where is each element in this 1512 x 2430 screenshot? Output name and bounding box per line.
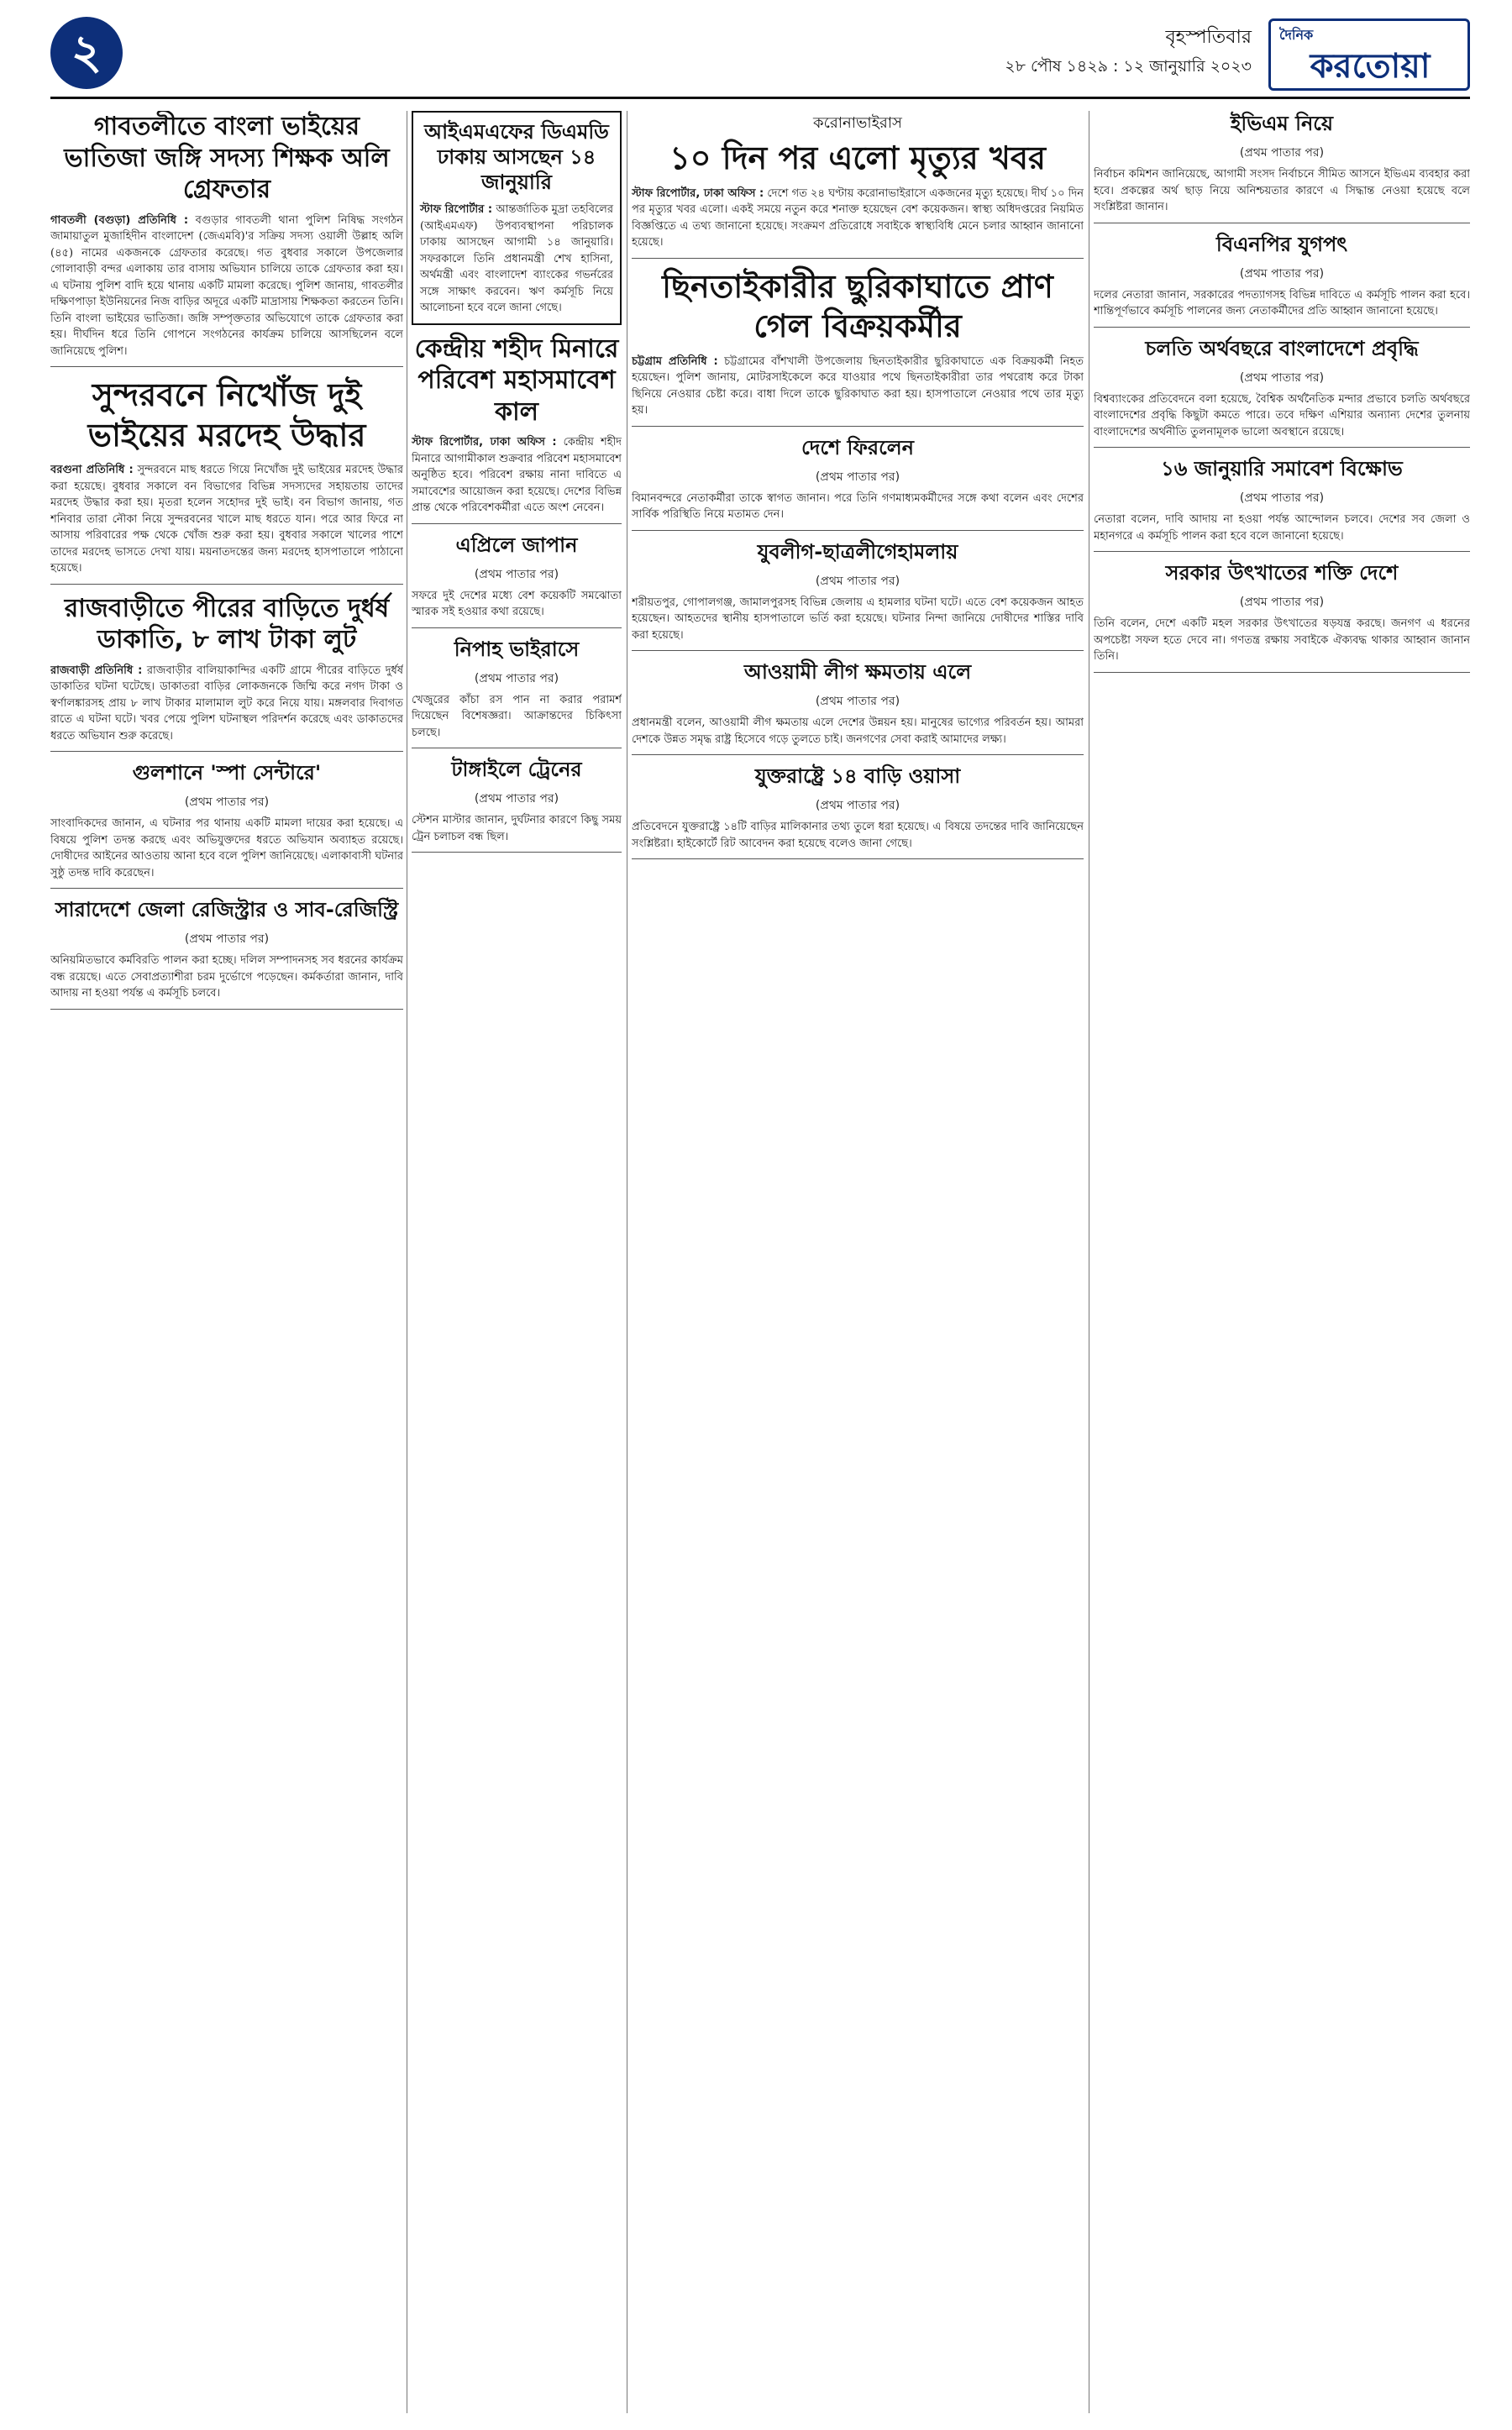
article-headline: এপ্রিলে জাপান [455,533,578,557]
article-headline: গাবতলীতে বাংলা ভাইয়ের ভাতিজা জঙ্গি সদস্য শিক্ষক অলি গ্রেফতার [64,112,390,204]
article-body: দলের নেতারা জানান, সরকারের পদত্যাগসহ বিভিন্ন দাবিতে এ কর্মসূচি পালন করা হবে। শান্তিপূর্ণভাবে কর্মসূচি পালনের জন্য নেতাকর্মীদের প্রতি আহ্বান জানানো হয়েছে। [1094,288,1470,318]
article-headline: চলতি অর্থবছরে বাংলাদেশে প্রবৃদ্ধি [1145,336,1419,360]
article-text: আন্তর্জাতিক মুদ্রা তহবিলের (আইএমএফ) উপব্যবস্থাপনা পরিচালক ঢাকায় আসছেন আগামী ১৪ জানুয়ারি। সফরকালে তিনি প্রধানমন্ত্রী শেখ হাসিনা, অর্থমন্ত্রী এবং বাংলাদেশ ব্যাংকের গভর্নরের সঙ্গে সাক্ষাৎ করবেন। ঋণ কর্মসূচি নিয়ে আলোচনা হবে বলে জানা গেছে। [420,203,613,314]
article-babla-bhai-nephew [50,111,403,367]
article-body: প্রধানমন্ত্রী বলেন, আওয়ামী লীগ ক্ষমতায় এলে দেশের উন্নয়ন হয়। মানুষের ভাগ্যের পরিবর্তন হয়। আমরা দেশকে উন্নত সমৃদ্ধ রাষ্ট্র হিসেবে গড়ে তুলতে চাই। জনগণের সেবা করাই আমাদের লক্ষ্য। [632,716,1084,746]
issue-day: বৃহস্পতিবার [1165,27,1252,48]
article-body: নেতারা বলেন, দাবি আদায় না হওয়া পর্যন্ত আন্দোলন চলবে। দেশের সব জেলা ও মহানগরে এ কর্মসূচি পালন করা হবে বলে জানানো হয়েছে। [1094,513,1470,543]
article-evm [1094,111,1470,223]
article-body: সাংবাদিকদের জানান, এ ঘটনার পর থানায় একটি মামলা দায়ের করা হয়েছে। এ বিষয়ে পুলিশ তদন্ত করছে এবং অভিযুক্তদের ধরতে অভিযান অব্যাহত রয়েছে। দোষীদের আইনের আওতায় আনা হবে বলে পুলিশ জানিয়েছে। এলাকাবাসী ঘটনার সুষ্ঠু তদন্ত দাবি করেছেন। [50,817,403,879]
dateline: গাবতলী (বগুড়া) প্রতিনিধি : [50,213,189,227]
article-body [632,354,1084,419]
article-headline: আইএমএফের ডিএমডি ঢাকায় আসছেন ১৪ জানুয়ারি [424,120,609,194]
page-number: ২ [50,17,123,89]
article-headline: দেশে ফিরলেন [801,435,914,459]
dateline: রাজবাড়ী প্রতিনিধি : [50,664,143,677]
column-2 [412,111,622,2413]
date-line [1005,24,1252,81]
continuation-note: (প্রথম পাতার পর) [184,795,270,809]
continuation-note: (প্রথম পাতার পর) [474,792,559,806]
article-headline: বিএনপির যুগপৎ [1215,232,1348,256]
article-nipah [412,637,622,749]
article-tangail-train [412,757,622,853]
article-headline: টাঙ্গাইলে ট্রেনের [451,758,582,781]
article-overthrow [1094,560,1470,673]
article-headline: যুবলীগ-ছাত্রলীগেহামলায় [757,539,958,564]
article-growth [1094,336,1470,449]
article-text: চট্টগ্রামের বাঁশখালী উপজেলায় ছিনতাইকারীর ছুরিকাঘাতে এক বিক্রয়কর্মী নিহত হয়েছেন। পুলিশ জানায়, মোটরসাইকেলে করে যাওয়ার পথে ছিনতাইকারীরা তার পথরোধ করে টাকা ছিনিয়ে নেওয়ার চেষ্টা করে। বাধা দিলে তাকে ছুরিকাঘাত করা হয়। হাসপাতালে নেওয়ার পথে তার মৃত্যু হয়। [632,354,1084,417]
article-body [50,462,403,577]
article-body [50,213,403,360]
article-april-japan [412,533,622,628]
article-body [420,202,613,317]
article-headline: গুলশানে 'স্পা সেন্টারে' [132,761,322,785]
article-body: প্রতিবেদনে যুক্তরাষ্ট্রে ১৪টি বাড়ির মালিকানার তথ্য তুলে ধরা হয়েছে। এ বিষয়ে তদন্তের দাবি জানিয়েছেন সংশ্লিষ্টরা। হাইকোর্টে রিট আবেদন করা হয়েছে বলেও জানা গেছে। [632,821,1084,850]
article-headline: ১০ দিন পর এলো মৃত্যুর খবর [669,139,1046,176]
article-text: বগুড়ার গাবতলী থানা পুলিশ নিষিদ্ধ সংগঠন জামায়াতুল মুজাহিদীন বাংলাদেশ (জেএমবি)'র সক্রিয় সদস্য ওয়ালী উল্লাহ অলি (৪৫) নামের একজনকে গ্রেফতার করেছে। গত বুধবার সকালে উপজেলার গোলাবাড়ী বন্দর এলাকায় তার বাসায় অভিযান চালিয়ে তাকে গ্রেফতার করা হয়। এ ঘটনায় পুলিশ বাদি হয়ে থানায় একটি মামলা করেছে। পুলিশ জানায়, গাবতলীর দক্ষিণপাড়া ইউনিয়নের নিজ বাড়ির অদূরে একটি মাদ্রাসায় শিক্ষকতা করতেন তিনি। তিনি বাংলা ভাইয়ের ভাতিজা। জঙ্গি সম্পৃক্ততার অভিযোগে তাকে গ্রেফতার করা হয়। দীর্ঘদিন ধরে তিনি গোপনে সংগঠনের কার্যক্রম চালিয়ে আসছিলেন বলে জানিয়েছে পুলিশ। [50,213,403,358]
article-body: স্টেশন মাস্টার জানান, দুর্ঘটনার কারণে কিছু সময় ট্রেন চলাচল বন্ধ ছিল। [412,814,622,843]
article-body: সফরে দুই দেশের মধ্যে বেশ কয়েকটি সমঝোতা স্মারক সই হওয়ার কথা রয়েছে। [412,589,622,618]
article-headline: রাজবাড়ীতে পীরের বাড়িতে দুর্ধর্ষ ডাকাতি, ৮ লাখ টাকা লুট [64,593,390,654]
continuation-note: (প্রথম পাতার পর) [1239,146,1325,160]
masthead [50,15,1470,99]
article-headline: আওয়ামী লীগ ক্ষমতায় এলে [743,660,972,684]
article-body: বিমানবন্দরে নেতাকর্মীরা তাকে স্বাগত জানান। পরে তিনি গণমাধ্যমকর্মীদের সঙ্গে কথা বলেন এবং দেশের সার্বিক পরিস্থিতি নিয়ে মতামত দেন। [632,491,1084,521]
article-registrar [50,897,403,1010]
article-text: সুন্দরবনে মাছ ধরতে গিয়ে নিখোঁজ দুই ভাইয়ের মরদেহ উদ্ধার করা হয়েছে। বুধবার সকালে বন বিভাগের বিভিন্ন সদস্যদের সহায়তায় তাদের মরদেহ উদ্ধার করা হয়। মৃতরা হলেন সহোদর দুই ভাই। বন বিভাগ জানায়, গত শনিবার তারা নৌকা নিয়ে সুন্দরবনের খালে মাছ ধরতে যান। পরে আর ফিরে না আসায় পরিবারের পক্ষ থেকে খোঁজ শুরু করা হয়। বুধবার সকালে খালের পাশে তাদের মরদেহ ভাসতে দেখা যায়। ময়নাতদন্তের জন্য মরদেহ হাসপাতালে পাঠানো হয়েছে। [50,464,403,575]
continuation-note: (প্রথম পাতার পর) [815,695,900,708]
article-headline: সরকার উৎখাতের শক্তি দেশে [1165,561,1399,585]
continuation-note: (প্রথম পাতার পর) [184,932,270,946]
article-body: বিশ্বব্যাংকের প্রতিবেদনে বলা হয়েছে, বৈশ্বিক অর্থনৈতিক মন্দার প্রভাবে চলতি অর্থবছরে বাংলাদেশের প্রবৃদ্ধি কিছুটা কমতে পারে। তবে দক্ষিণ এশিয়ার অন্যান্য দেশের তুলনায় বাংলাদেশের অর্থনীতি তুলনামূলক ভালো অবস্থানে রয়েছে। [1094,392,1470,438]
article-headline: যুক্তরাষ্ট্রে ১৪ বাড়ি ওয়াসা [754,764,961,788]
article-body: খেজুরের কাঁচা রস পান না করার পরামর্শ দিয়েছেন বিশেষজ্ঞরা। আক্রান্তদের চিকিৎসা চলছে। [412,693,622,739]
article-body: শরীয়তপুর, গোপালগঞ্জ, জামালপুরসহ বিভিন্ন জেলায় এ হামলার ঘটনা ঘটে। এতে বেশ কয়েকজন আহত হয়েছেন। আহতদের স্থানীয় হাসপাতালে ভর্তি করা হয়েছে। ঘটনার নিন্দা জানিয়ে দোষীদের শাস্তির দাবি করা হয়েছে। [632,596,1084,642]
article-body [50,663,403,745]
dateline: চট্টগ্রাম প্রতিনিধি : [632,354,718,368]
article-corona [632,111,1084,259]
article-headline: কেন্দ্রীয় শহীদ মিনারে পরিবেশ মহাসমাবেশ কাল [414,333,619,427]
article-shaheed-minar [412,333,622,524]
article-body [632,186,1084,251]
article-rajbari-robbery [50,593,403,753]
continuation-note: (প্রথম পাতার পর) [1239,596,1325,609]
article-body: নির্বাচন কমিশন জানিয়েছে, আগামী সংসদ নির্বাচনে সীমিত আসনে ইভিএম ব্যবহার করা হবে। প্রকল্পের অর্থ ছাড় নিয়ে অনিশ্চয়তার কারণে এ সিদ্ধান্ত নেওয়া হয়েছে বলে সংশ্লিষ্টরা জানান। [1094,168,1470,213]
article-headline: নিপাহ ভাইরাসে [454,637,580,661]
article-imf [412,111,622,325]
continuation-note: (প্রথম পাতার পর) [474,567,559,581]
article-headline: ইভিএম নিয়ে [1230,112,1334,135]
continuation-note: (প্রথম পাতার পর) [474,671,559,685]
continuation-note: (প্রথম পাতার পর) [1239,370,1325,385]
column-3 [632,111,1084,2413]
column-1 [50,111,403,2413]
article-awami-league [632,659,1084,755]
article-returned [632,435,1084,531]
continuation-note: (প্রথম পাতার পর) [815,799,900,812]
article-kicker: করোনাভাইরাস [813,114,902,132]
article-body: অনিয়মিতভাবে কর্মবিরতি পালন করা হচ্ছে। দলিল সম্পাদনসহ সব ধরনের কার্যক্রম বন্ধ রয়েছে। এতে সেবাপ্রত্যাশীরা চরম দুর্ভোগে পড়েছেন। কর্মকর্তারা জানান, দাবি আদায় না হওয়া পর্যন্ত এ কর্মসূচি চলবে। [50,954,403,1000]
article-gulshan-spa [50,760,403,889]
dateline: স্টাফ রিপোর্টার, ঢাকা অফিস : [412,436,557,449]
continuation-note: (প্রথম পাতার পর) [1239,491,1325,505]
article-headline: সুন্দরবনে নিখোঁজ দুই ভাইয়ের মরদেহ উদ্ধার [87,376,366,454]
article-sundarbans [50,375,403,585]
article-snatcher [632,267,1084,427]
article-headline: ছিনতাইকারীর ছুরিকাঘাতে প্রাণ গেল বিক্রয়কর্মীর [662,267,1053,344]
article-text: কেন্দ্রীয় শহীদ মিনারে আগামীকাল শুক্রবার পরিবেশ মহাসমাবেশ অনুষ্ঠিত হবে। পরিবেশ রক্ষায় নানা দাবিতে এ সমাবেশের আয়োজন করা হয়েছে। দেশের বিভিন্ন প্রান্ত থেকে পরিবেশকর্মীরা এতে অংশ নেবেন। [412,436,622,514]
continuation-note: (প্রথম পাতার পর) [1239,266,1325,281]
continuation-note: (প্রথম পাতার পর) [815,470,900,484]
continuation-note: (প্রথম পাতার পর) [815,574,900,588]
dateline: স্টাফ রিপোর্টার, ঢাকা অফিস : [632,186,764,200]
dateline: স্টাফ রিপোর্টার : [420,203,493,216]
newspaper-logo [1268,18,1470,91]
article-jubo-league [632,539,1084,652]
article-body [412,434,622,517]
article-jan16-rally [1094,456,1470,552]
article-wasa-houses [632,764,1084,859]
logo-name: করতোয়া [1310,47,1431,86]
column-4 [1094,111,1470,2413]
article-bnp [1094,232,1470,328]
dateline: বরগুনা প্রতিনিধি : [50,464,134,476]
article-headline: সারাদেশে জেলা রেজিস্ট্রার ও সাব-রেজিস্ট্রি [55,898,399,921]
article-body: তিনি বলেন, দেশে একটি মহল সরকার উৎখাতের ষড়যন্ত্র করছে। জনগণ এ ধরনের অপচেষ্টা সফল হতে দেবে না। গণতন্ত্র রক্ষায় সবাইকে ঐক্যবদ্ধ থাকার আহ্বান জানান তিনি। [1094,617,1470,663]
article-headline: ১৬ জানুয়ারি সমাবেশ বিক্ষোভ [1161,457,1403,480]
article-text: দেশে গত ২৪ ঘণ্টায় করোনাভাইরাসে একজনের মৃত্যু হয়েছে। দীর্ঘ ১০ দিন পর মৃত্যুর খবর এলো। একই সময়ে নতুন করে শনাক্ত হয়েছেন বেশ কয়েকজন। স্বাস্থ্য অধিদপ্তরের নিয়মিত বিজ্ঞপ্তিতে এ তথ্য জানানো হয়েছে। সংক্রমণ প্রতিরোধে সবাইকে স্বাস্থ্যবিধি মেনে চলার আহ্বান জানানো হয়েছে। [632,186,1084,249]
issue-date: ২৮ পৌষ ১৪২৯ : ১২ জানুয়ারি ২০২৩ [1005,57,1252,76]
logo-small-text: দৈনিক [1279,27,1314,43]
article-text: রাজবাড়ীর বালিয়াকান্দির একটি গ্রামে পীরের বাড়িতে দুর্ধর্ষ ডাকাতির ঘটনা ঘটেছে। ডাকাতরা বাড়ির লোকজনকে জিম্মি করে নগদ টাকা ও স্বর্ণালঙ্কারসহ প্রায় ৮ লাখ টাকার মালামাল লুট করে নিয়ে যায়। মঙ্গলবার দিবাগত রাতে এ ঘটনা ঘটে। খবর পেয়ে পুলিশ ঘটনাস্থল পরিদর্শন করেছে এবং ডাকাতদের ধরতে অভিযান শুরু করেছে। [50,664,403,743]
